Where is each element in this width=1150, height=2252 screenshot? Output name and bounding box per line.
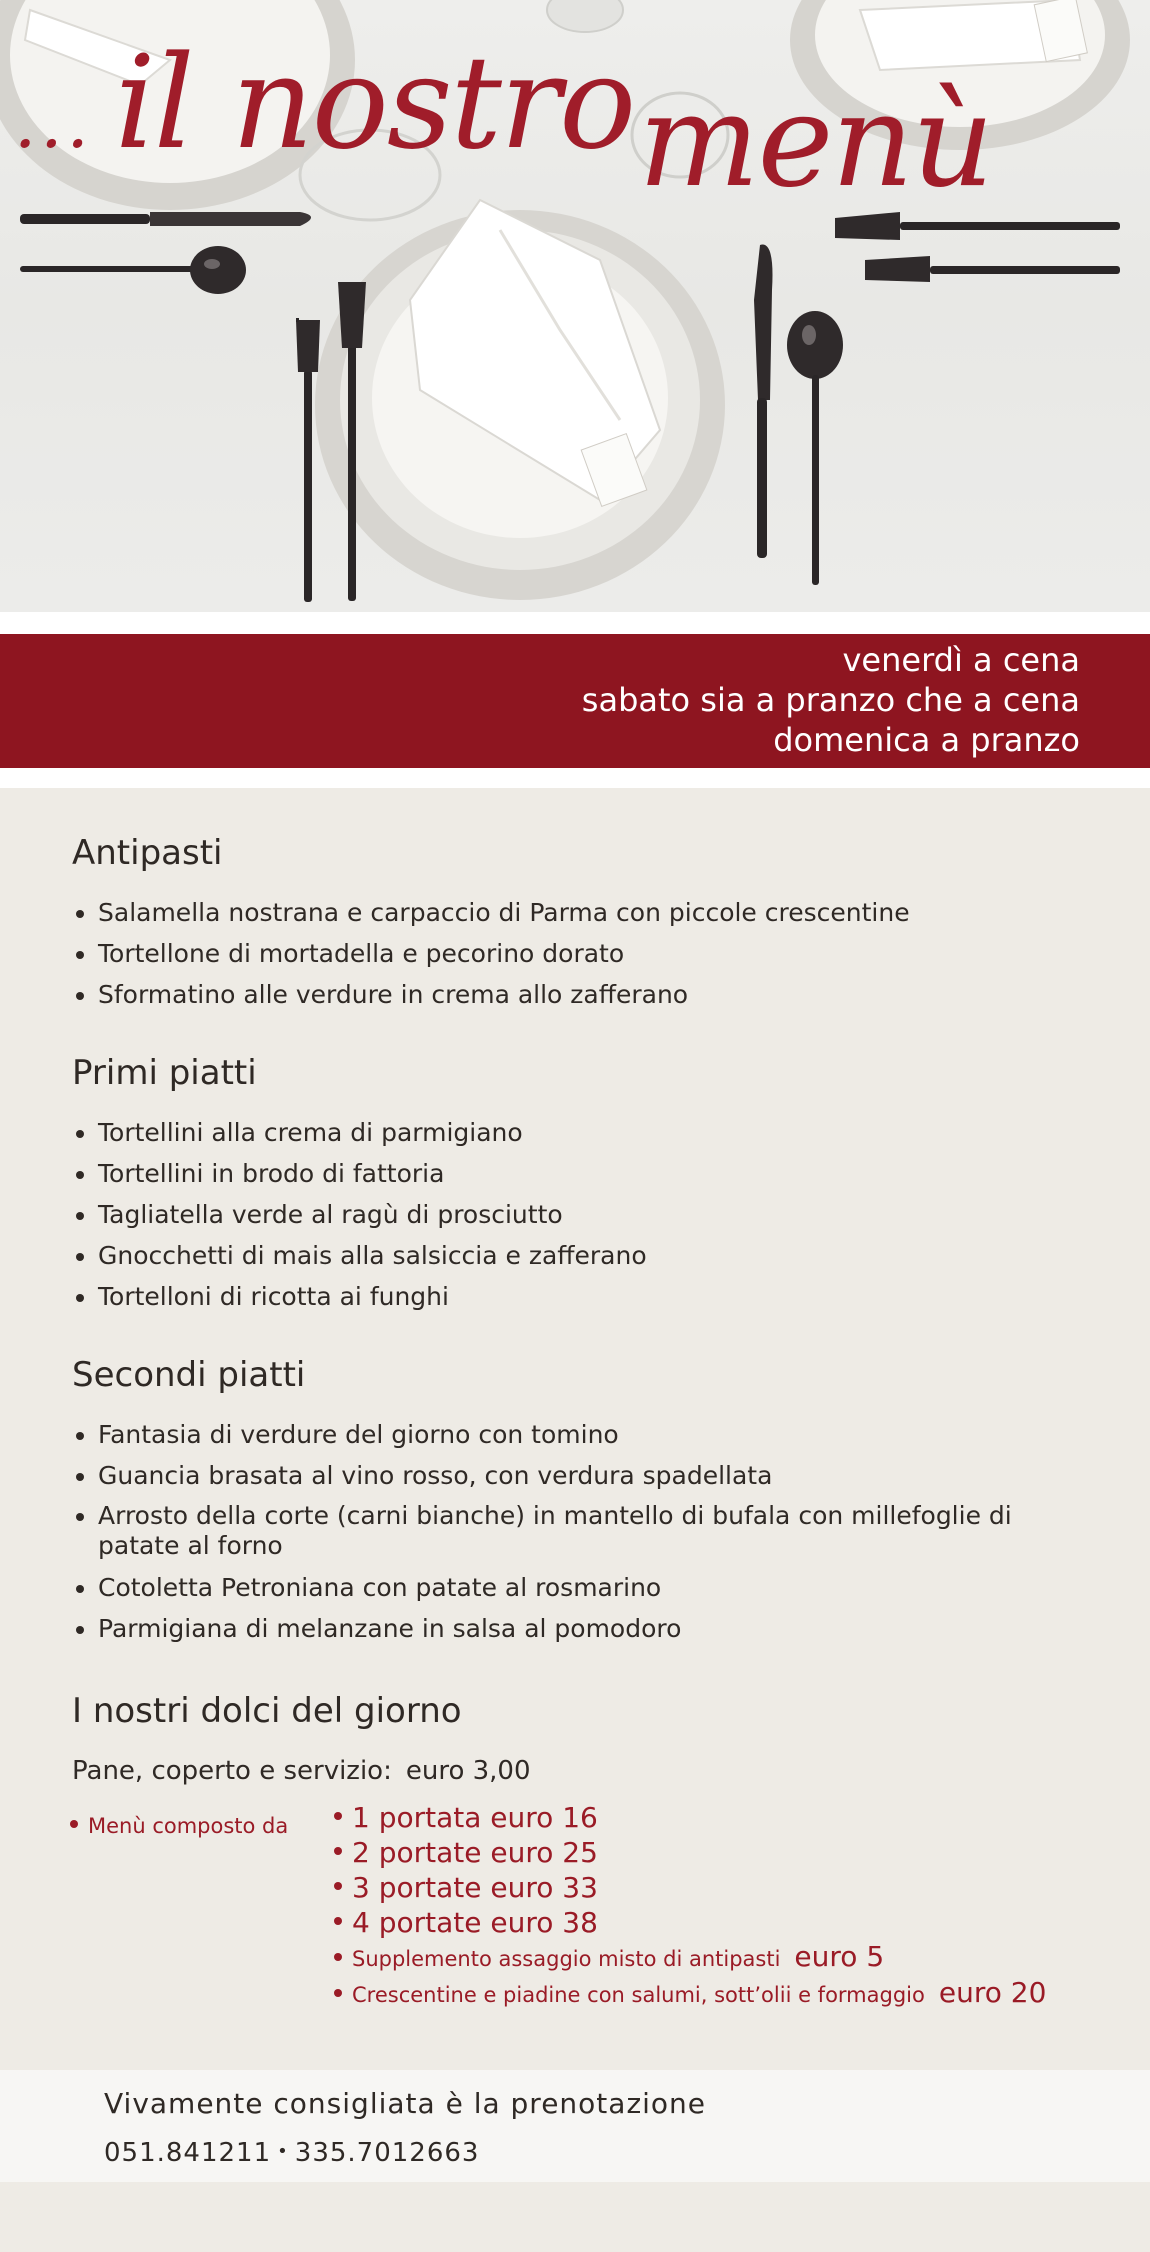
bottom-margin (0, 2182, 1150, 2252)
spoon-right (787, 311, 843, 585)
schedule-band (0, 634, 1150, 768)
price-option: 4 portate euro 38 (334, 1905, 1046, 1940)
section-title-primi: Primi piatti (72, 1053, 257, 1093)
list-item: Salamella nostrana e carpaccio di Parma con piccole crescentine (72, 892, 910, 933)
primi-list (72, 1112, 647, 1317)
list-item: Gnocchetti di mais alla salsiccia e zafferano (72, 1235, 647, 1276)
list-item: Tortellini alla crema di parmigiano (72, 1112, 647, 1153)
title-word-il-nostro: il nostro (114, 29, 635, 178)
schedule-line-sunday: domenica a pranzo (773, 721, 1080, 759)
schedule-line-friday: venerdì a cena (842, 641, 1080, 679)
schedule-line-saturday: sabato sia a pranzo che a cena (581, 681, 1080, 719)
phone-separator: • (277, 2141, 289, 2162)
list-item: Tagliatella verde al ragù di prosciutto (72, 1194, 647, 1235)
spoon-left (20, 246, 246, 294)
price-extra-label: Supplemento assaggio misto di antipasti (352, 1947, 781, 1971)
price-extra (334, 1940, 1046, 1976)
knife-left (20, 212, 311, 226)
price-option: 1 portata euro 16 (334, 1800, 1046, 1835)
section-title-secondi: Secondi piatti (72, 1355, 306, 1395)
cover-charge-amount: euro 3,00 (405, 1756, 531, 1786)
cover-charge-label: Pane, coperto e servizio: (72, 1756, 392, 1786)
price-extra-amount: euro 5 (794, 1940, 885, 1973)
list-item: Sformatino alle verdure in crema allo zafferano (72, 974, 910, 1015)
menu-title (14, 29, 993, 216)
plate-center (315, 200, 725, 600)
reservation-note: Vivamente consigliata è la prenotazione (104, 2087, 707, 2120)
menu-body (0, 788, 1150, 2070)
secondi-list (72, 1414, 1058, 1649)
price-extra-amount: euro 20 (938, 1976, 1047, 2009)
phone-numbers (104, 2140, 479, 2166)
cover-charge (72, 1758, 531, 1784)
price-option: 3 portate euro 33 (334, 1870, 1046, 1905)
list-item: Tortelloni di ricotta ai funghi (72, 1276, 647, 1317)
section-title-antipasti: Antipasti (72, 833, 223, 873)
phone-mobile: 335.7012663 (294, 2138, 480, 2168)
phone-landline: 051.841211 (104, 2138, 272, 2168)
list-item: Fantasia di verdure del giorno con tomino (72, 1414, 1058, 1455)
reservation-footer (0, 2070, 1150, 2182)
price-options-list (334, 1800, 1046, 2012)
list-item: Tortellini in brodo di fattoria (72, 1153, 647, 1194)
hero-image (0, 0, 1150, 612)
price-options-label: Menù composto da (70, 1816, 288, 1837)
section-title-dolci: I nostri dolci del giorno (72, 1691, 462, 1731)
list-item: Parmigiana di melanzane in salsa al pomodoro (72, 1608, 1058, 1649)
price-extra-label: Crescentine e piadine con salumi, sott’olii e formaggio (352, 1983, 925, 2007)
list-item: Guancia brasata al vino rosso, con verdura spadellata (72, 1455, 1058, 1496)
list-item: Arrosto della corte (carni bianche) in mantello di bufala con millefoglie di patate al forno (72, 1496, 1058, 1567)
forks-right (835, 212, 1120, 282)
price-extra (334, 1976, 1046, 2012)
list-item: Cotoletta Petroniana con patate al rosmarino (72, 1567, 1058, 1608)
knife-right (754, 245, 773, 558)
antipasti-list (72, 892, 910, 1015)
title-word-menu: menù (638, 67, 993, 216)
price-option: 2 portate euro 25 (334, 1835, 1046, 1870)
list-item: Tortellone di mortadella e pecorino dorato (72, 933, 910, 974)
title-prefix: ... (14, 82, 93, 164)
